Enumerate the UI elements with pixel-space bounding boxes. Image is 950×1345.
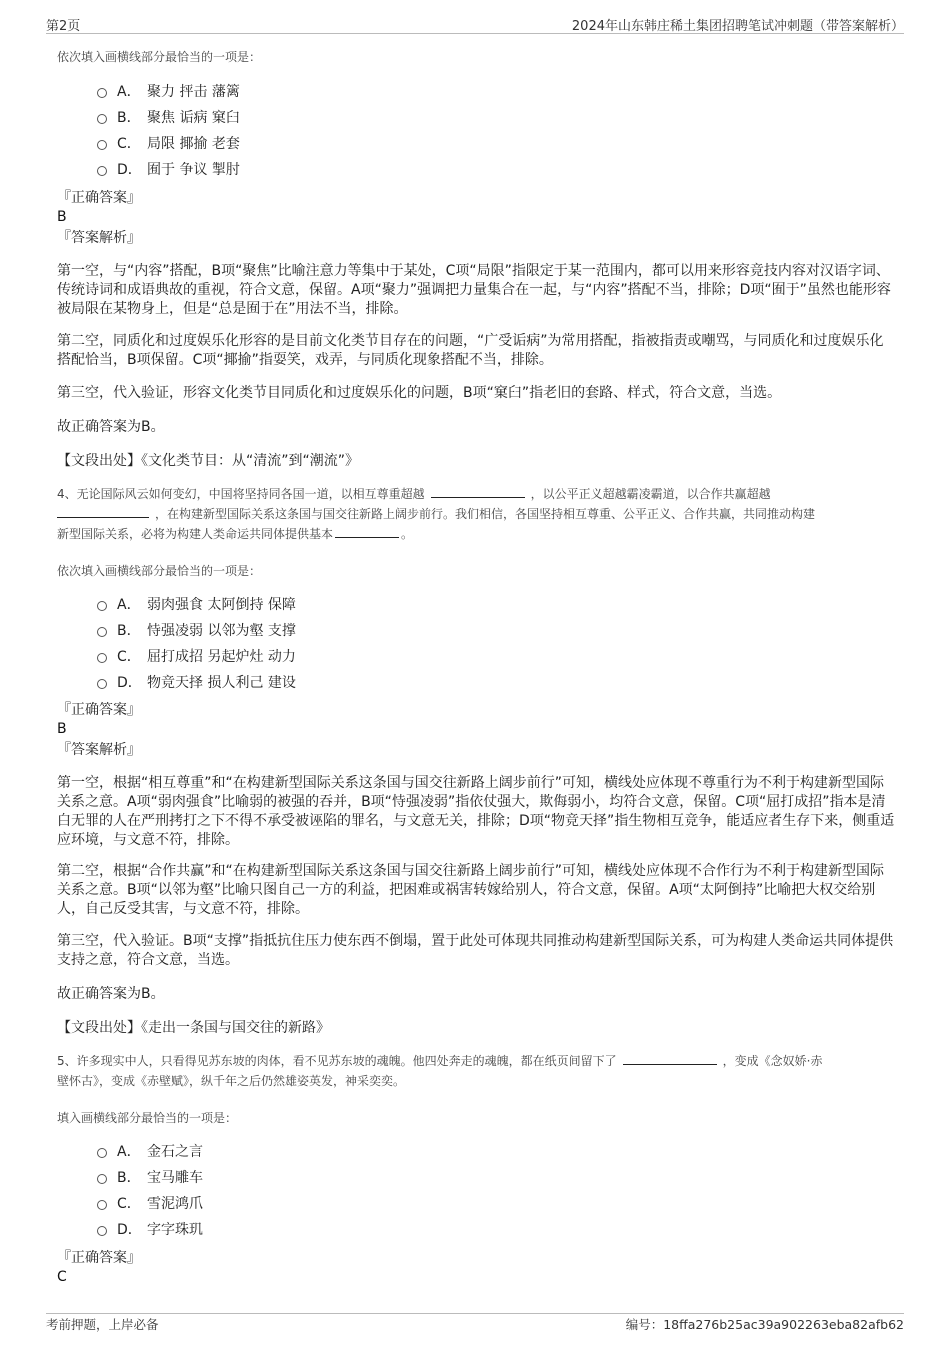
radio-icon[interactable] <box>97 140 107 150</box>
q4-analysis-3: 第三空，代入验证。B项“支撑”指抵抗住压力使东西不倒塌，置于此处可体现共同推动构建新型国际关系，可为构建人类命运共同体提供支持之意，符合文意，当选。 <box>57 933 894 968</box>
radio-icon[interactable] <box>97 88 107 98</box>
q3-answer: B <box>57 209 67 225</box>
q4-option-a[interactable]: A． 弱肉强食 太阿倒持 保障 <box>97 595 296 615</box>
q4-answer: B <box>57 721 67 737</box>
radio-icon[interactable] <box>97 601 107 611</box>
q3-option-c[interactable]: C． 局限 揶揄 老套 <box>97 134 240 154</box>
q4-stem: 4、无论国际风云如何变幻，中国将坚持同各国一道，以相互尊重超越 ，以公平正义超越霸凌霸道，以合作共赢超越 ，在构建新型国际关系这条国与国交往新路上阔步前行。我们相信，各国坚持相互尊重、公平正义、合作共赢，共同推动构建 新型国际关系，必将为构建人类命运共同体提供基本 。 <box>57 487 816 541</box>
q3-instruction: 依次填入画横线部分最恰当的一项是： <box>57 50 262 64</box>
q4-option-b[interactable]: B． 恃强凌弱 以邻为壑 支撑 <box>97 621 296 641</box>
q3-option-a[interactable]: A． 聚力 抨击 藩篱 <box>97 82 240 102</box>
q5-option-a[interactable]: A． 金石之言 <box>97 1142 203 1162</box>
q3-option-b[interactable]: B． 聚焦 诟病 窠臼 <box>97 108 240 128</box>
q5-option-d[interactable]: D． 字字珠玑 <box>97 1220 203 1240</box>
q4-analysis-2: 第二空，根据“合作共赢”和“在构建新型国际关系这条国与国交往新路上阔步前行”可知，横线处应体现不合作行为不利于构建新型国际关系之意。B项“以邻为壑”比喻只图自己一方的利益，把困难或祸害转嫁给别人，符合文意，保留。A项“太阿倒持”比喻把大权交给别人，自己反受其害，与文意不符，排除。 <box>57 863 885 917</box>
blank-line <box>431 485 525 498</box>
radio-icon[interactable] <box>97 679 107 689</box>
radio-icon[interactable] <box>97 653 107 663</box>
page-header <box>46 13 904 34</box>
document-id: 编号：18ffa276b25ac39a902263eba82afb62 <box>625 1317 904 1332</box>
radio-icon[interactable] <box>97 1226 107 1236</box>
blank-line <box>335 525 399 538</box>
blank-line <box>623 1052 717 1065</box>
q3-option-d[interactable]: D． 囿于 争议 掣肘 <box>97 160 240 180</box>
q3-source: 【文段出处】《文化类节目：从“清流”到“潮流”》 <box>57 453 360 469</box>
q4-source: 【文段出处】《走出一条国与国交往的新路》 <box>57 1020 330 1036</box>
q5-instruction: 填入画横线部分最恰当的一项是： <box>57 1111 238 1125</box>
q5-answer: C <box>57 1269 67 1285</box>
q4-analysis-4: 故正确答案为B。 <box>57 986 165 1002</box>
radio-icon[interactable] <box>97 166 107 176</box>
q3-analysis-1: 第一空，与“内容”搭配，B项“聚焦”比喻注意力等集中于某处，C项“局限”指限定于某一范围内，都可以用来形容竞技内容对汉语字词、传统诗词和成语典故的重视，符合文意，保留。A项“聚力”强调把力量集合在一起，与“内容”搭配不当，排除；D项“囿于”虽然也能形容被局限在某物身上，但是“总是囿于在”用法不当，排除。 <box>57 263 891 317</box>
q4-option-d[interactable]: D． 物竞天择 损人利己 建设 <box>97 673 296 693</box>
q4-option-c[interactable]: C． 屈打成招 另起炉灶 动力 <box>97 647 296 667</box>
q4-answer-label: 『正确答案』 <box>57 702 141 718</box>
q3-answer-label: 『正确答案』 <box>57 190 141 206</box>
q5-stem: 5、许多现实中人，只看得见苏东坡的肉体，看不见苏东坡的魂魄。他四处奔走的魂魄，都在纸页间留下了 ，变成《念奴娇·赤 壁怀古》，变成《赤壁赋》，纵千年之后仍然雄姿英发，神采奕奕。 <box>57 1054 823 1088</box>
page-footer <box>46 1313 904 1332</box>
radio-icon[interactable] <box>97 627 107 637</box>
q3-analysis-2: 第二空，同质化和过度娱乐化形容的是目前文化类节目存在的问题，“广受诟病”为常用搭配，指被指责或嘲骂，与同质化和过度娱乐化搭配恰当，B项保留。C项“揶揄”指耍笑，戏弄，与同质化现象搭配不当，排除。 <box>57 333 884 368</box>
q5-option-b[interactable]: B． 宝马雕车 <box>97 1168 203 1188</box>
q5-option-c[interactable]: C． 雪泥鸿爪 <box>97 1194 203 1214</box>
footer-slogan: 考前押题，上岸必备 <box>46 1317 159 1332</box>
q4-analysis-1: 第一空，根据“相互尊重”和“在构建新型国际关系这条国与国交往新路上阔步前行”可知，横线处应体现不尊重行为不利于构建新型国际关系之意。A项“弱肉强食”比喻弱的被强的吞并，B项“恃强凌弱”指依仗强大，欺侮弱小，均符合文意，保留。C项“屈打成招”指本是清白无罪的人在严刑拷打之下不得不承受被诬陷的罪名，与文意无关，排除；D项“物竞天择”指生物相互竞争，能适应者生存下来，侧重适应环境，与文意不符，排除。 <box>57 775 895 848</box>
radio-icon[interactable] <box>97 114 107 124</box>
radio-icon[interactable] <box>97 1148 107 1158</box>
q3-analysis-3: 第三空，代入验证，形容文化类节目同质化和过度娱乐化的问题，B项“窠臼”指老旧的套路、样式，符合文意，当选。 <box>57 385 782 401</box>
q5-answer-label: 『正确答案』 <box>57 1250 141 1266</box>
radio-icon[interactable] <box>97 1174 107 1184</box>
page-number: 第2页 <box>46 19 81 34</box>
q3-analysis-4: 故正确答案为B。 <box>57 419 165 435</box>
document-title: 2024年山东韩庄稀土集团招聘笔试冲刺题（带答案解析） <box>571 19 904 34</box>
blank-line <box>57 505 149 518</box>
q3-analysis-label: 『答案解析』 <box>57 230 141 246</box>
q4-analysis-label: 『答案解析』 <box>57 742 141 758</box>
q4-instruction: 依次填入画横线部分最恰当的一项是： <box>57 564 262 578</box>
radio-icon[interactable] <box>97 1200 107 1210</box>
